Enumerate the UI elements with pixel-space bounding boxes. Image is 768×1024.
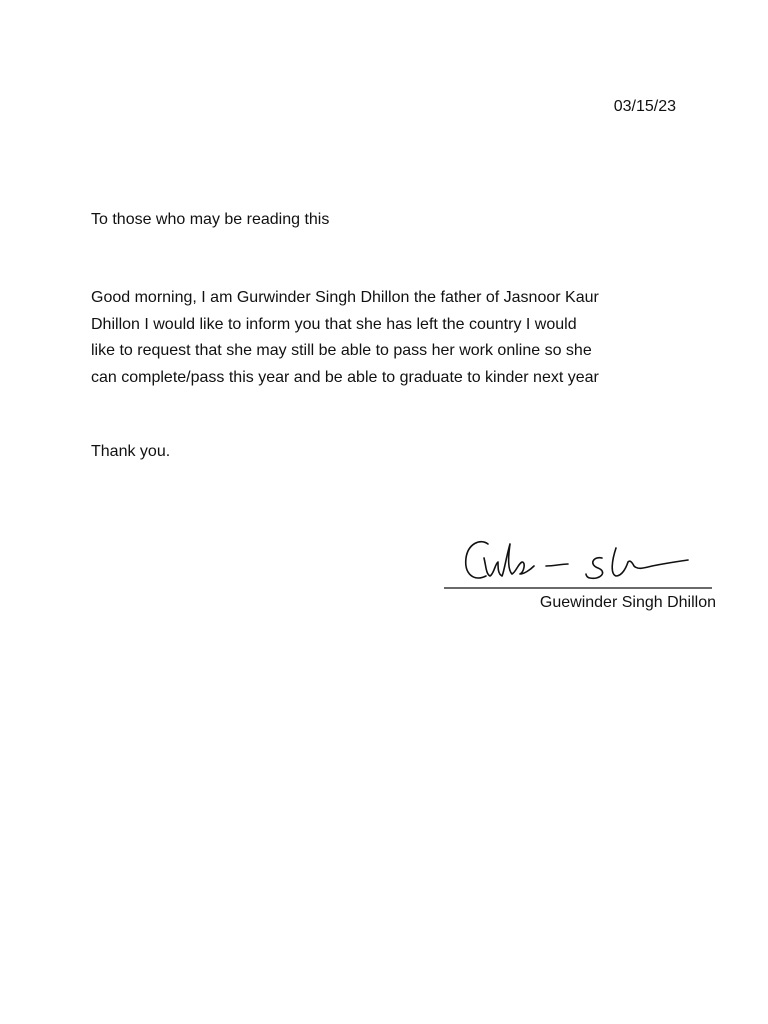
letter-closing: Thank you. bbox=[91, 443, 171, 460]
signature-name: Guewinder Singh Dhillon bbox=[539, 594, 716, 611]
letter-salutation: To those who may be reading this bbox=[91, 211, 330, 228]
letter-date: 03/15/23 bbox=[613, 98, 676, 115]
letter-body: Good morning, I am Gurwinder Singh Dhillon the father of Jasnoor Kaur Dhillon I would like to inform you that she has left the country I would like to request that she may still be able to pass her work online so she can complete/pass this year and be able to graduate to kinder next year bbox=[91, 289, 599, 386]
handwritten-signature bbox=[440, 530, 716, 592]
signature-block bbox=[440, 530, 716, 620]
